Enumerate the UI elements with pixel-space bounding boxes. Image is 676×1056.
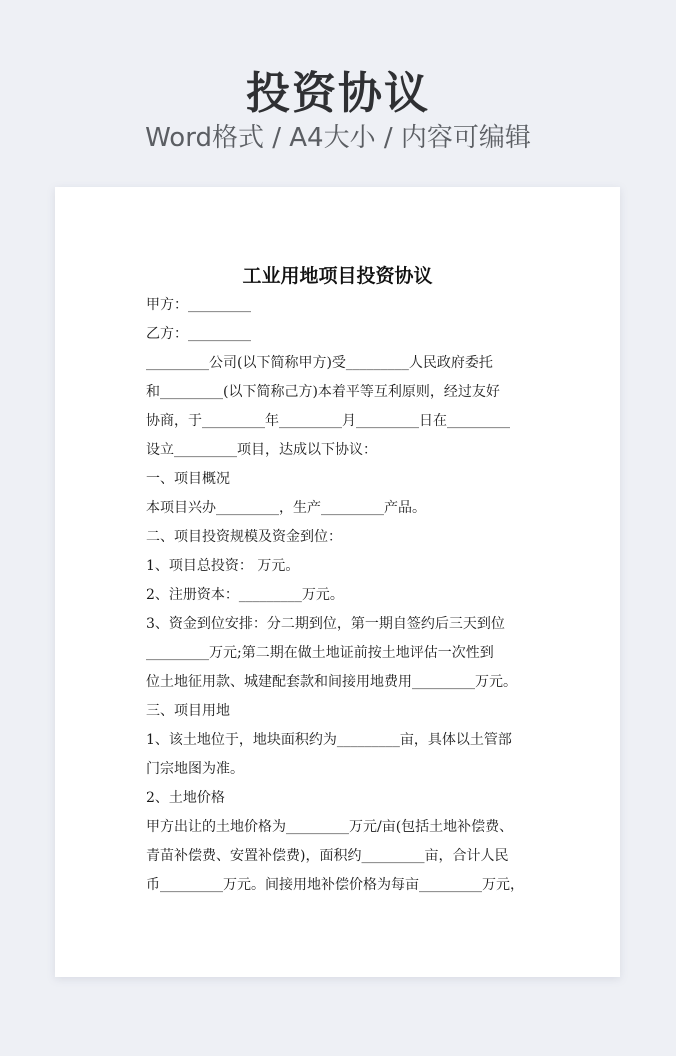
body-line: 1、项目总投资： 万元。 bbox=[146, 558, 300, 574]
page-subtitle: Word格式 / A4大小 / 内容可编辑 bbox=[145, 123, 531, 153]
section-heading: 一、项目概况 bbox=[146, 471, 230, 487]
party-a-line: 甲方：_________ bbox=[146, 297, 251, 313]
body-line: 门宗地图为准。 bbox=[146, 761, 244, 777]
page-title: 投资协议 bbox=[246, 68, 430, 119]
section-heading: 三、项目用地 bbox=[146, 703, 230, 719]
body-line: 1、该土地位于，地块面积约为_________亩，具体以土管部 bbox=[146, 732, 512, 748]
body-line: 2、注册资本：_________万元。 bbox=[146, 587, 344, 603]
subsection-heading: 2、土地价格 bbox=[146, 790, 225, 806]
section-heading: 二、项目投资规模及资金到位： bbox=[146, 529, 342, 545]
body-line: 位土地征用款、城建配套款和间接用地费用_________万元。 bbox=[146, 674, 517, 690]
document-body bbox=[146, 291, 536, 900]
body-line: 青苗补偿费、安置补偿费)，面积约_________亩，合计人民 bbox=[146, 848, 509, 864]
document-page bbox=[55, 187, 620, 977]
body-line: 3、资金到位安排：分二期到位，第一期自签约后三天到位 bbox=[146, 616, 505, 632]
body-line: 和_________(以下简称己方)本着平等互利原则，经过友好 bbox=[146, 384, 500, 400]
body-line: _________万元;第二期在做土地证前按土地评估一次性到 bbox=[146, 645, 494, 661]
party-b-line: 乙方：_________ bbox=[146, 326, 251, 342]
body-line: 设立_________项目，达成以下协议： bbox=[146, 442, 377, 458]
body-line: 甲方出让的土地价格为_________万元/亩(包括土地补偿费、 bbox=[146, 819, 514, 835]
body-line: 币_________万元。间接用地补偿价格为每亩_________万元， bbox=[146, 877, 524, 893]
body-line: _________公司(以下简称甲方)受_________人民政府委托 bbox=[146, 355, 493, 371]
document-title: 工业用地项目投资协议 bbox=[242, 265, 433, 287]
body-line: 协商，于_________年_________月_________日在_________ bbox=[146, 413, 510, 429]
body-line: 本项目兴办_________，生产_________产品。 bbox=[146, 500, 426, 516]
